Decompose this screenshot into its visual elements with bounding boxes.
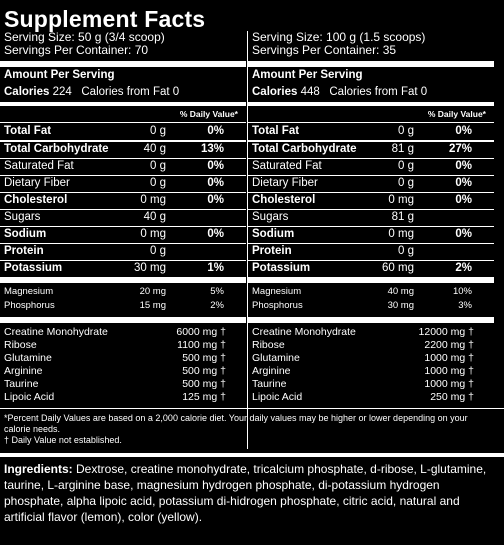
- mineral-amount: 15 mg: [139, 300, 166, 311]
- calories-value: 224: [52, 86, 72, 98]
- blend-row: [0, 325, 246, 339]
- nutrient-amount: 0 mg: [140, 228, 166, 240]
- blend-row: [0, 390, 246, 404]
- blend-amount: 500 mg †: [182, 365, 226, 377]
- nutrient-dv: 0%: [207, 125, 224, 137]
- ingredients-text: Dextrose, creatine monohydrate, tricalcium phosphate, d-ribose, L-glutamine, taurine, L-arginine base, magnesium hydrogen phosphate, di-potassium hydrogen phosphate, alpha lipoic acid, potassium di-hidrogen phosphate, citric acid, natural and artificial flavor (lemon), color (yellow).: [4, 462, 487, 524]
- nutrient-name: Total Fat: [252, 125, 300, 137]
- blend-amount: 125 mg †: [182, 391, 226, 403]
- nutrient-name: Sodium: [252, 228, 295, 240]
- nutrient-row: [0, 226, 246, 243]
- mineral-dv: 2%: [210, 300, 224, 311]
- blend-name: Arginine: [4, 365, 43, 377]
- nutrient-dv: 0%: [455, 228, 472, 240]
- blend-name: Creatine Monohydrate: [4, 326, 108, 338]
- nutrient-row: [248, 141, 494, 158]
- nutrient-amount: 0 g: [398, 177, 414, 189]
- nutrient-row: [0, 141, 246, 158]
- blend-amount: 500 mg †: [182, 352, 226, 364]
- blend-row: [248, 377, 494, 391]
- nutrient-dv: 0%: [207, 228, 224, 240]
- footnotes: [4, 413, 494, 446]
- blend-name: Creatine Monohydrate: [252, 326, 356, 338]
- nutrient-row: [248, 243, 494, 260]
- mineral-name: Magnesium: [252, 286, 302, 297]
- blend-row: [248, 364, 494, 378]
- nutrient-dv: 0%: [207, 160, 224, 172]
- nutrient-name: Total Carbohydrate: [252, 143, 357, 155]
- amount-per-serving: Amount Per Serving: [252, 69, 363, 81]
- calories-from-fat: Calories from Fat 0: [329, 86, 428, 98]
- blend-name: Taurine: [4, 378, 39, 390]
- nutrient-amount: 40 g: [143, 143, 166, 155]
- nutrient-amount: 0 g: [398, 160, 414, 172]
- nutrient-name: Cholesterol: [4, 194, 68, 206]
- thick-divider: [248, 61, 494, 67]
- nutrient-amount: 0 mg: [388, 194, 414, 206]
- blend-amount: 12000 mg †: [418, 326, 474, 338]
- nutrient-amount: 40 g: [143, 211, 166, 223]
- mineral-amount: 30 mg: [387, 300, 414, 311]
- calories-value: 448: [300, 86, 320, 98]
- nutrient-dv: 0%: [455, 160, 472, 172]
- mineral-dv: 10%: [452, 286, 472, 297]
- nutrient-amount: 0 g: [150, 177, 166, 189]
- mineral-name: Phosphorus: [252, 300, 303, 311]
- blend-amount: 6000 mg †: [176, 326, 226, 338]
- blend-row: [248, 351, 494, 365]
- nutrient-name: Sodium: [4, 228, 47, 240]
- mineral-row: [248, 299, 494, 313]
- calories-label: Calories: [252, 86, 298, 98]
- nutrient-row: [248, 209, 494, 226]
- nutrient-row: [248, 226, 494, 243]
- mineral-amount: 20 mg: [139, 286, 166, 297]
- mineral-dv: 5%: [210, 286, 224, 297]
- nutrient-row: [0, 192, 246, 209]
- blend-name: Glutamine: [4, 352, 52, 364]
- servings-per-container: Servings Per Container: 70: [4, 43, 149, 57]
- mineral-name: Magnesium: [4, 286, 54, 297]
- blend-name: Ribose: [4, 339, 37, 351]
- blend-row: [0, 377, 246, 391]
- blend-amount: 500 mg †: [182, 378, 226, 390]
- daily-value-header: % Daily Value*: [427, 109, 486, 119]
- nutrient-row: [0, 260, 246, 277]
- thick-divider: [0, 317, 246, 323]
- nutrient-name: Sugars: [4, 211, 41, 223]
- mineral-row: [0, 299, 246, 313]
- nutrient-dv: 1%: [207, 262, 224, 274]
- nutrient-row: [0, 158, 246, 175]
- panel-serving-50g: [0, 30, 246, 403]
- thick-divider: [0, 277, 246, 283]
- nutrient-dv: 0%: [207, 194, 224, 206]
- medium-divider: [0, 102, 246, 106]
- nutrient-name: Dietary Fiber: [4, 177, 70, 189]
- nutrient-name: Total Carbohydrate: [4, 143, 109, 155]
- panel-serving-100g: [248, 30, 494, 403]
- calories-row: [4, 86, 179, 98]
- servings-per-container: Servings Per Container: 35: [252, 43, 397, 57]
- nutrient-amount: 0 g: [150, 245, 166, 257]
- blend-name: Lipoic Acid: [4, 391, 55, 403]
- blend-row: [0, 351, 246, 365]
- nutrient-row: [0, 243, 246, 260]
- nutrient-name: Sugars: [252, 211, 289, 223]
- mineral-row: [248, 285, 494, 299]
- nutrient-amount: 0 g: [398, 245, 414, 257]
- amount-per-serving: Amount Per Serving: [4, 69, 115, 81]
- blend-row: [0, 338, 246, 352]
- blend-row: [248, 390, 494, 404]
- mineral-dv: 3%: [458, 300, 472, 311]
- nutrient-amount: 81 g: [391, 211, 414, 223]
- nutrient-amount: 0 g: [398, 125, 414, 137]
- nutrient-name: Dietary Fiber: [252, 177, 318, 189]
- thick-divider: [248, 317, 494, 323]
- nutrient-amount: 0 g: [150, 125, 166, 137]
- footnote-dagger: † Daily Value not established.: [4, 435, 122, 445]
- nutrient-amount: 0 g: [150, 160, 166, 172]
- blend-name: Taurine: [252, 378, 287, 390]
- nutrient-name: Potassium: [4, 262, 63, 274]
- nutrient-name: Protein: [4, 245, 44, 257]
- blend-row: [248, 338, 494, 352]
- nutrient-row: [0, 175, 246, 192]
- nutrient-amount: 0 mg: [140, 194, 166, 206]
- mineral-amount: 40 mg: [387, 286, 414, 297]
- calories-from-fat: Calories from Fat 0: [81, 86, 180, 98]
- nutrient-name: Saturated Fat: [4, 160, 74, 172]
- blend-name: Lipoic Acid: [252, 391, 303, 403]
- nutrient-amount: 81 g: [391, 143, 414, 155]
- ingredients-divider: [0, 453, 504, 457]
- blend-amount: 1000 mg †: [424, 378, 474, 390]
- serving-size: Serving Size: 100 g (1.5 scoops): [252, 30, 426, 44]
- nutrient-row: [0, 123, 246, 140]
- nutrient-amount: 60 mg: [382, 262, 414, 274]
- blend-name: Ribose: [252, 339, 285, 351]
- nutrient-row: [248, 158, 494, 175]
- nutrient-name: Total Fat: [4, 125, 52, 137]
- nutrient-dv: 2%: [455, 262, 472, 274]
- blend-amount: 1100 mg †: [177, 339, 226, 351]
- nutrient-dv: 0%: [207, 177, 224, 189]
- blend-row: [0, 364, 246, 378]
- ingredients: [4, 461, 502, 525]
- blend-amount: 1000 mg †: [424, 365, 474, 377]
- footnote-divider: [0, 408, 504, 409]
- nutrient-name: Protein: [252, 245, 292, 257]
- blend-name: Glutamine: [252, 352, 300, 364]
- nutrient-name: Cholesterol: [252, 194, 316, 206]
- calories-row: [252, 86, 427, 98]
- blend-row: [248, 325, 494, 339]
- nutrient-dv: 0%: [455, 177, 472, 189]
- nutrient-row: [248, 175, 494, 192]
- footnote-daily-values: *Percent Daily Values are based on a 2,000 calorie diet. Your daily values may be higher or lower depending on your calorie needs.: [4, 413, 468, 434]
- mineral-row: [0, 285, 246, 299]
- nutrient-dv: 27%: [448, 143, 472, 155]
- ingredients-label: Ingredients:: [4, 462, 73, 476]
- nutrient-amount: 0 mg: [388, 228, 414, 240]
- serving-size: Serving Size: 50 g (3/4 scoop): [4, 30, 165, 44]
- medium-divider: [248, 102, 494, 106]
- mineral-name: Phosphorus: [4, 300, 55, 311]
- nutrient-name: Saturated Fat: [252, 160, 322, 172]
- blend-amount: 1000 mg †: [424, 352, 474, 364]
- blend-amount: 250 mg †: [430, 391, 474, 403]
- nutrient-row: [248, 260, 494, 277]
- nutrient-dv: 0%: [455, 194, 472, 206]
- blend-amount: 2200 mg †: [424, 339, 474, 351]
- label-title: Supplement Facts: [4, 6, 206, 32]
- blend-name: Arginine: [252, 365, 291, 377]
- nutrient-dv: 0%: [455, 125, 472, 137]
- daily-value-header: % Daily Value*: [179, 109, 238, 119]
- nutrient-row: [248, 192, 494, 209]
- nutrient-dv: 13%: [200, 143, 224, 155]
- nutrient-row: [0, 209, 246, 226]
- nutrient-amount: 30 mg: [134, 262, 166, 274]
- nutrient-name: Potassium: [252, 262, 311, 274]
- nutrient-row: [248, 123, 494, 140]
- calories-label: Calories: [4, 86, 50, 98]
- thick-divider: [0, 61, 246, 67]
- thick-divider: [248, 277, 494, 283]
